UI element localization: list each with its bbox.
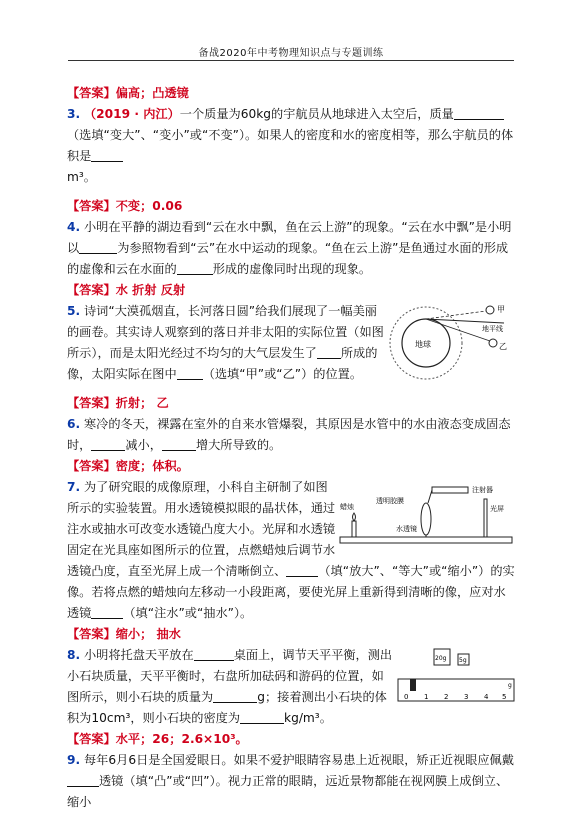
blank <box>91 149 123 162</box>
sunset-figure <box>386 301 516 381</box>
header-divider <box>68 60 514 61</box>
candle-body <box>352 521 356 537</box>
question-3: 3. （2019 · 内江）一个质量为60kg的宇航员从地球进入太空后，质量（选填“变大”、“变小”或“不变”）。如果人的密度和水的密度相等，那么宇航员的体积是 m³。 <box>67 107 514 184</box>
q6-answer: 【答案】密度；体积。 <box>67 459 189 473</box>
question-8: 20g 5g 0 1 2 3 4 5 g 8. 小明将托盘天平放在 桌面上，调节天平平衡，测出小石块质量，天平平衡时，右盘所加砝码和游码的位置，如图所示，则小石块的质量为 g；接着测出小石块的体积为10cm³，则小石块的密度为 kg/m³。 <box>67 645 516 729</box>
question-4: 4. 小明在平静的湖边看到“云在水中飘，鱼在云上游”的现象。“云在水中飘”是小明以 为参照物看到“云”在水中运动的现象。“鱼在云上游”是鱼通过水面的形成的虚像和云在水面的 形成的虚像同时出现的现象。 <box>67 220 512 276</box>
sun-jia-label: 甲 <box>497 305 505 314</box>
q3-answer: 【答案】不变；0.06 <box>67 199 183 213</box>
optical-bench <box>340 537 512 543</box>
balance-figure <box>396 645 516 709</box>
blank <box>91 606 123 619</box>
tick-2: 2 <box>444 693 449 701</box>
blank <box>79 241 117 254</box>
blank <box>317 346 341 359</box>
sun-jia-icon <box>486 306 494 314</box>
q2-answer: 【答案】偏高；凸透镜 <box>67 86 189 100</box>
q7-answer: 【答案】缩小； 抽水 <box>67 627 181 641</box>
blank <box>194 648 234 661</box>
lens-apparatus-figure <box>336 477 516 557</box>
weight-5g-label: 5g <box>459 657 467 664</box>
q4-answer: 【答案】水 折射 反射 <box>67 283 186 297</box>
question-5: 地球 甲 地平线 乙 5. 诗词“大漠孤烟直，长河落日圆”给我们展现了一幅美丽的画卷。其实诗人观察到的落日并非太阳的实际位置（如图所示），而是太阳光经过不均匀的大气层发生了 所成的像，太阳实际在图中 （选填“甲”或“乙”）的位置。 <box>67 301 516 385</box>
water-lens-icon <box>421 503 431 535</box>
document-body <box>67 83 516 813</box>
sun-yi-label: 乙 <box>499 342 507 351</box>
blank <box>454 107 504 120</box>
ray-line-1 <box>426 311 486 319</box>
horizon-label: 地平线 <box>482 325 503 333</box>
syringe-icon <box>432 487 468 493</box>
sun-yi-icon <box>489 339 497 347</box>
q8-answer: 【答案】水平；26；2.6×10³。 <box>67 732 248 746</box>
blank <box>240 711 284 724</box>
weight-20g-label: 20g <box>435 655 447 662</box>
tick-0: 0 <box>404 693 409 701</box>
page-header: 备战2020年中考物理知识点与专题训练 <box>198 48 384 59</box>
tick-3: 3 <box>464 693 469 701</box>
syringe-label: 注射器 <box>472 486 493 494</box>
earth-label: 地球 <box>415 340 431 349</box>
blank <box>67 774 99 787</box>
question-7: 蜡烛 水透镜 透明胶膜 注射器 光屏 7. 为了研究眼的成像原理，小科自主研制了如图所示的实验装置。用水透镜模拟眼的晶状体，通过注水或抽水可改变水透镜凸度大小。光屏和水透镜固定在光具座如图所示的位置，点燃蜡烛后调节水透镜凸度，直至光屏上成一个清晰倒立、 （填“放大”、“等大”或“缩小”）的实像。若将点燃的蜡烛向左移动一小段距离，要使光屏上重新得到清晰的像，应对水透镜 （填“注水”或“抽水”）。 <box>67 477 516 624</box>
tick-1: 1 <box>424 693 429 701</box>
lens-label: 水透镜 <box>396 525 417 533</box>
blank <box>177 262 213 275</box>
blank <box>162 438 196 451</box>
blank <box>91 438 125 451</box>
syringe-tube <box>428 490 432 503</box>
scale-unit: g <box>508 682 512 689</box>
screen-label: 光屏 <box>490 505 504 513</box>
candle-label: 蜡烛 <box>340 503 354 511</box>
question-6: 6. 寒冷的冬天，裸露在室外的自来水管爆裂，其原因是水管中的水由液态变成固态时， 减小， 增大所导致的。 <box>67 417 511 452</box>
film-label: 透明胶膜 <box>376 497 404 505</box>
question-9: 9. 每年6月6日是全国爱眼日。如果不爱护眼睛容易患上近视眼，矫正近视眼应佩戴透镜（填“凸”或“凹”）。视力正常的眼睛，远近景物都能在视网膜上成倒立、缩小 <box>67 753 514 809</box>
rider-marker <box>410 679 416 691</box>
tick-4: 4 <box>484 693 489 701</box>
candle-flame-icon <box>353 513 356 521</box>
light-screen <box>484 499 487 537</box>
blank <box>213 690 257 703</box>
blank <box>286 564 318 577</box>
blank <box>177 367 203 380</box>
tick-5: 5 <box>502 693 507 701</box>
q5-answer: 【答案】折射； 乙 <box>67 396 169 410</box>
